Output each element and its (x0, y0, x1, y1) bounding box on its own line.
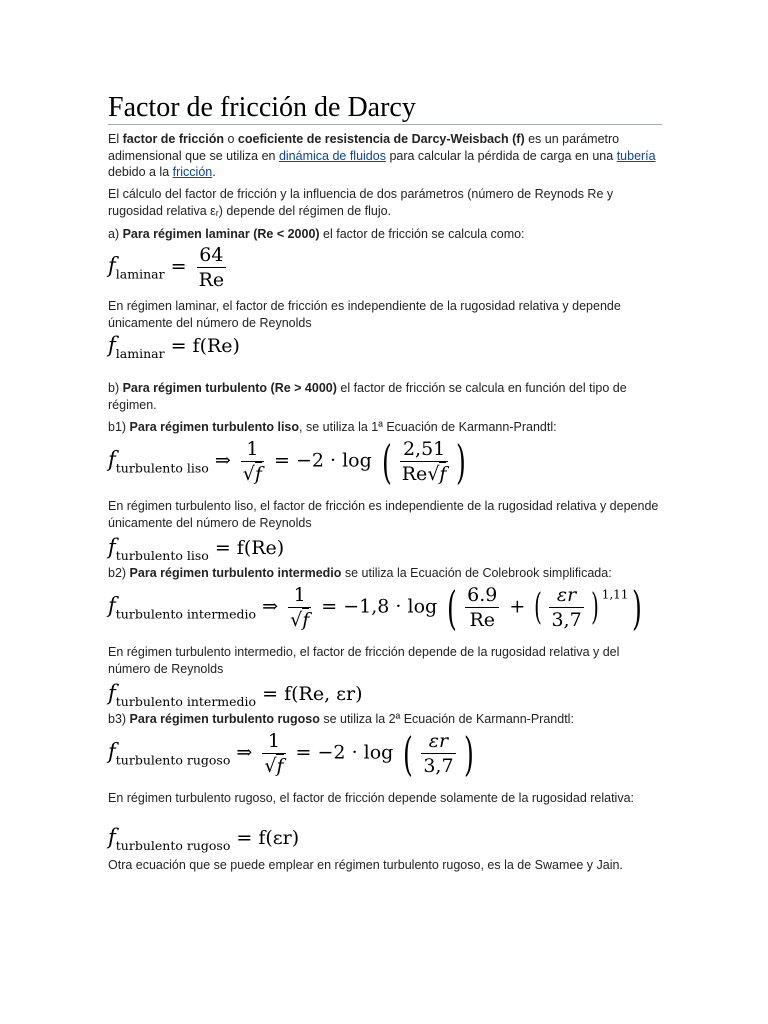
page-title: Factor de fricción de Darcy (108, 91, 662, 125)
expression: = f(Re, εr) (256, 683, 363, 705)
numerator: 1 (293, 584, 306, 606)
text: a) (108, 227, 123, 241)
paragraph-liso: En régimen turbulento liso, el factor de fricción es independiente de la rugosidad relativa y depende únicamente del número de Reynolds (108, 499, 659, 530)
fraction (241, 438, 264, 485)
heading-b2 (108, 565, 662, 582)
link-friccion[interactable]: fricción (172, 165, 213, 179)
subscript: turbulento rugoso (115, 838, 231, 853)
paragraph-laminar: En régimen laminar, el factor de fricción es independiente de la rugosidad relativa y depende únicamente del número de Reynolds (108, 299, 621, 330)
expression: = f(Re) (208, 537, 285, 559)
radicand: f (302, 609, 310, 631)
heading-b3 (108, 711, 662, 728)
text: El (108, 132, 123, 146)
text: o (224, 132, 238, 146)
bold-term: Para régimen laminar (Re < 2000) (122, 227, 320, 241)
implies-operator: ⇒ (208, 449, 237, 472)
link-dinamica-de-fluidos[interactable]: dinámica de fluidos (278, 148, 386, 163)
equation-intermedio (108, 580, 646, 635)
denominator: Re (198, 269, 225, 291)
numerator: 64 (199, 244, 224, 266)
fraction (549, 584, 583, 631)
equation-laminar-2 (108, 333, 240, 361)
fraction (262, 730, 285, 777)
symbol: f (108, 681, 116, 705)
paragraph-rugoso: En régimen turbulento rugoso, el factor de fricción depende solamente de la rugosidad relativa: (108, 791, 635, 805)
bold-term: coeficiente de resistencia de Darcy-Weisbach (f) (237, 132, 525, 146)
equation-laminar (108, 244, 230, 291)
subscript: turbulento rugoso (115, 752, 231, 768)
numerator: εr (556, 584, 577, 606)
right-paren: ) (590, 586, 599, 628)
left-paren: ( (403, 726, 414, 781)
text: b) (108, 381, 123, 395)
numerator: εr (428, 730, 449, 752)
expression: = −2 · log (289, 741, 400, 764)
denominator: √f (264, 755, 284, 777)
equation-rugoso-2 (108, 825, 299, 853)
implies-operator: ⇒ (256, 595, 285, 618)
text: debido a la (108, 165, 173, 179)
symbol: f (108, 739, 116, 764)
denominator: √f (242, 463, 262, 485)
denominator: 3,7 (423, 755, 454, 777)
bold-term: Para régimen turbulento liso (129, 420, 300, 434)
text: b1) (108, 420, 130, 434)
exponent: 1,11 (601, 587, 629, 602)
heading-b (108, 380, 662, 413)
text: es un parámetro adimensional que se utiliza en (108, 132, 620, 163)
fraction (400, 438, 449, 485)
text: se utiliza la 2ª Ecuación de Karmann-Prandtl: (319, 712, 574, 726)
symbol: f (108, 825, 116, 849)
right-paren: ) (456, 434, 467, 489)
denominator: √f (290, 609, 310, 631)
subscript: laminar (115, 346, 165, 361)
right-paren: ) (463, 726, 474, 781)
expression: = −2 · log (267, 449, 378, 472)
bold-term: Para régimen turbulento rugoso (129, 712, 320, 726)
numerator: 6.9 (467, 584, 498, 606)
fraction (421, 730, 455, 777)
bold-term: Para régimen turbulento (Re > 4000) (122, 381, 337, 395)
numerator: 2,51 (402, 438, 446, 460)
heading-b1 (108, 419, 662, 436)
subscript: turbulento liso (115, 548, 209, 563)
subscript: laminar (115, 266, 165, 282)
subscript: turbulento intermedio (115, 694, 257, 709)
fraction (197, 244, 227, 291)
equation-liso-2 (108, 535, 284, 563)
subscript: turbulento intermedio (115, 606, 257, 622)
equation-intermedio-2 (108, 681, 363, 709)
symbol: f (108, 535, 116, 559)
link-tuberia[interactable]: tubería (616, 148, 656, 163)
plus-operator: + (503, 595, 532, 618)
text: para calcular la pérdida de carga en una (385, 148, 617, 163)
reynolds: Re (401, 463, 428, 485)
denominator: 3,7 (551, 609, 582, 631)
bold-term: Para régimen turbulento intermedio (129, 566, 342, 580)
numerator: 1 (246, 438, 259, 460)
denominator: Re (465, 607, 499, 631)
symbol: f (108, 447, 116, 472)
subscript: turbulento liso (115, 460, 209, 476)
paragraph-regimen: El cálculo del factor de fricción y la influencia de dos parámetros (número de Reynods Re y rugosidad relativa εᵣ) depende del régimen de flujo. (108, 187, 614, 218)
symbol: f (108, 333, 116, 357)
expression: = f(Re) (164, 335, 240, 357)
equation-liso (108, 434, 470, 489)
radicand: f (276, 755, 284, 777)
text: , se utiliza la 1ª Ecuación de Karmann-Prandtl: (299, 420, 557, 434)
left-paren: ( (447, 580, 458, 635)
text: . (212, 165, 216, 179)
text: b2) (108, 566, 130, 580)
text: se utiliza la Ecuación de Colebrook simplificada: (341, 566, 612, 580)
fraction (465, 584, 499, 631)
radicand: f (254, 463, 262, 485)
equation-rugoso (108, 726, 477, 781)
expression: = −1,8 · log (315, 595, 444, 618)
text: el factor de fricción se calcula como: (319, 227, 525, 241)
left-paren: ( (534, 586, 543, 628)
paragraph-swamee-jain: Otra ecuación que se puede emplear en régimen turbulento rugoso, es la de Swamee y Jain. (108, 858, 623, 872)
symbol: f (108, 253, 116, 278)
right-paren: ) (632, 580, 643, 635)
denominator: Re√f (401, 463, 447, 485)
operator: = (164, 255, 193, 278)
symbol: f (108, 593, 116, 618)
left-paren: ( (381, 434, 392, 489)
text: b3) (108, 712, 130, 726)
fraction (288, 584, 311, 631)
expression: = f(εr) (230, 827, 300, 849)
bold-term: factor de fricción (122, 132, 225, 146)
numerator: 1 (267, 730, 280, 752)
paragraph-intermedio: En régimen turbulento intermedio, el factor de fricción depende de la rugosidad relativa y del número de Reynolds (108, 645, 620, 676)
intro-paragraph (108, 131, 662, 181)
radicand: f (439, 463, 447, 485)
heading-a (108, 226, 662, 243)
implies-operator: ⇒ (230, 741, 259, 764)
text: el factor de fricción se calcula en función del tipo de régimen. (108, 381, 627, 412)
